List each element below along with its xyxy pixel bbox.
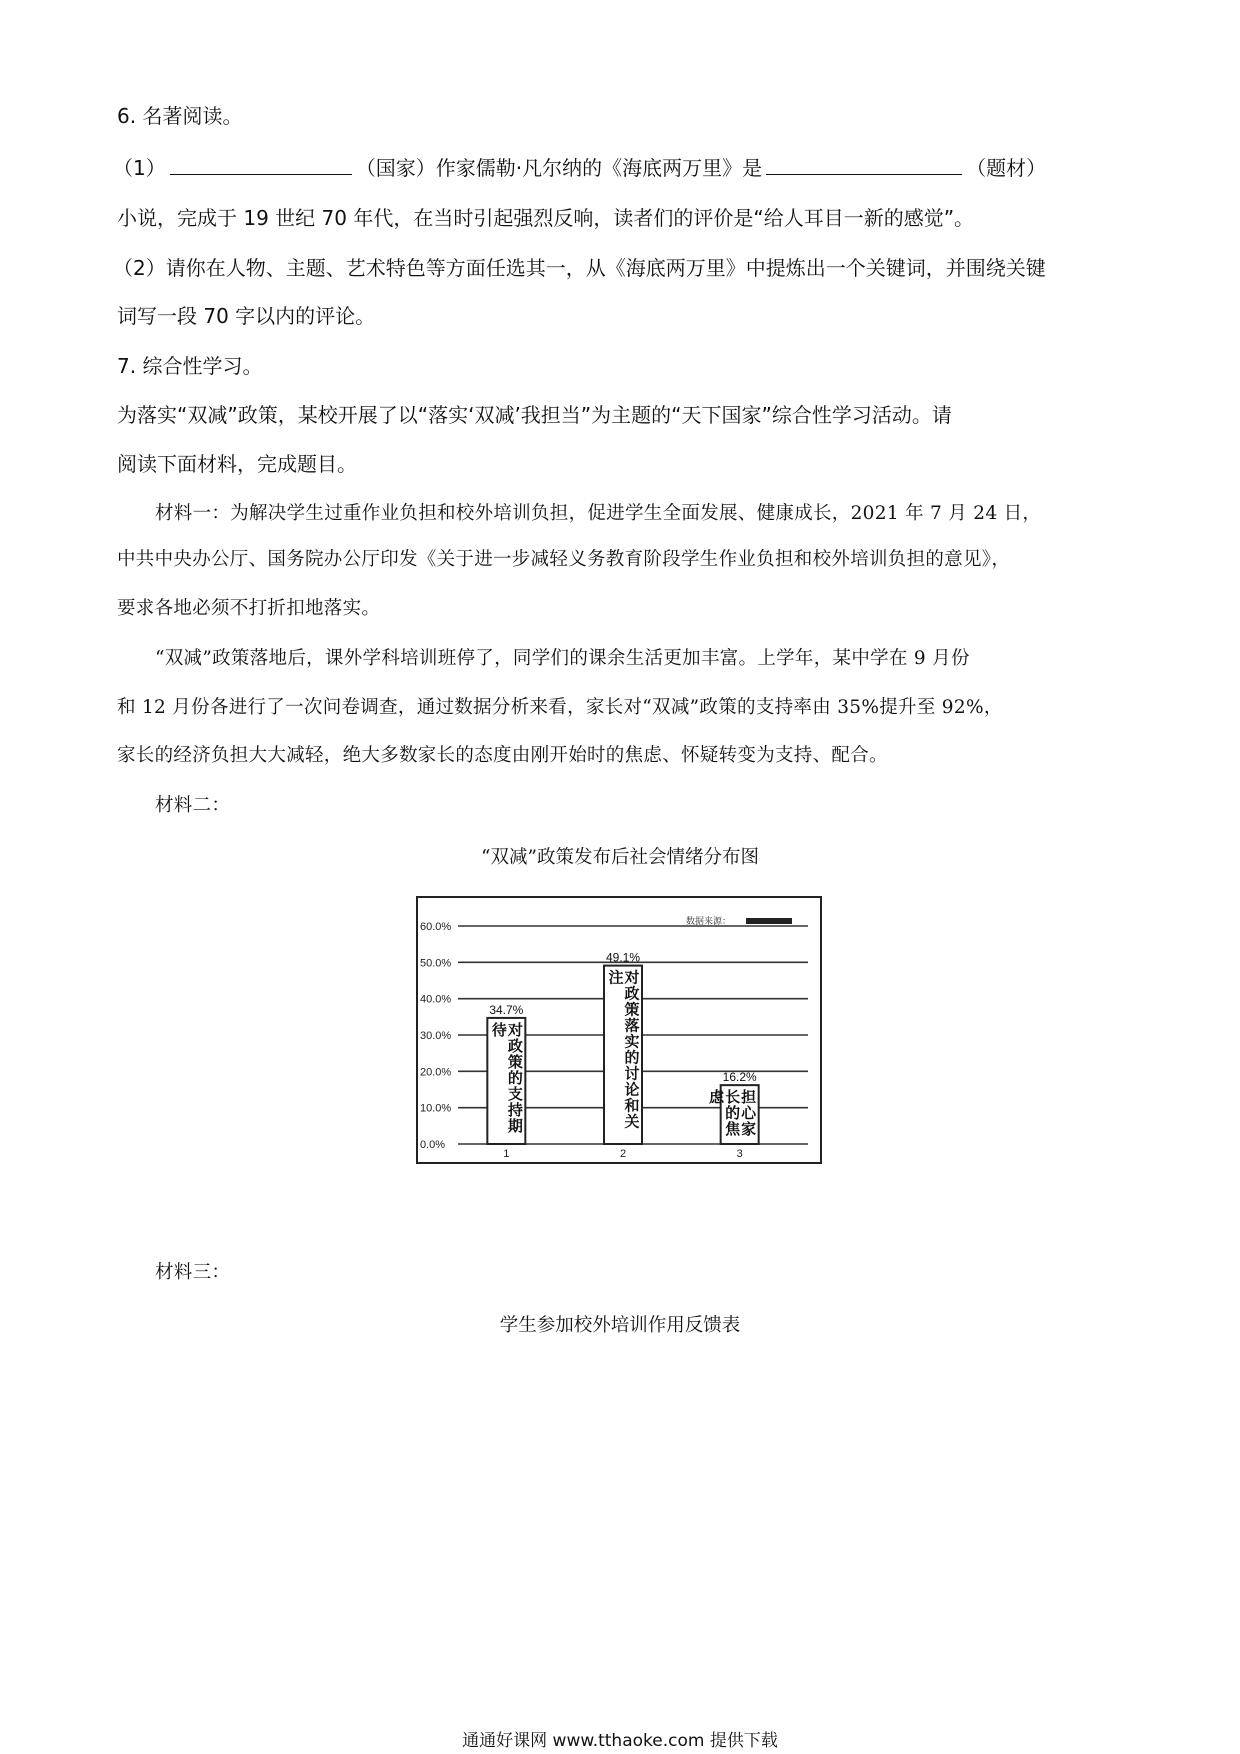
q7-intro-line1: 为落实“双减”政策，某校开展了以“落实‘双减’我担当”为主题的“天下国家”综合性学习活动。请 bbox=[117, 403, 952, 427]
y-tick-label: 0.0% bbox=[420, 1139, 446, 1151]
chart-svg bbox=[416, 896, 822, 1164]
bar-inner-label-char: 待 bbox=[491, 1020, 507, 1039]
bar-inner-label-char: 对 bbox=[624, 968, 640, 987]
bar-value-label: 49.1% bbox=[605, 950, 641, 965]
material1b-line2: 和 12 月份各进行了一次问卷调查，通过数据分析来看，家长对“双减”政策的支持率由 35%提升至 92%， bbox=[117, 697, 1003, 718]
x-tick-label: 2 bbox=[619, 1148, 627, 1160]
genre-answer-blank[interactable] bbox=[766, 154, 962, 175]
q6-heading: 6. 名著阅读。 bbox=[117, 104, 243, 128]
bar-inner-label-char: 关 bbox=[624, 1112, 640, 1131]
bar-inner-label-char: 政 bbox=[624, 984, 640, 1003]
y-tick-label: 10.0% bbox=[420, 1102, 452, 1115]
y-tick-label: 20.0% bbox=[420, 1066, 452, 1079]
legend-swatch bbox=[746, 918, 792, 924]
bar-inner-label-char: 策 bbox=[507, 1052, 523, 1071]
bar-inner-label-char: 家 bbox=[741, 1120, 757, 1139]
bar-inner-label-char: 策 bbox=[624, 1000, 640, 1019]
q7-heading: 7. 综合性学习。 bbox=[117, 354, 263, 378]
y-tick-label: 40.0% bbox=[420, 993, 452, 1006]
bar-inner-label-char: 长 bbox=[725, 1088, 741, 1107]
material1-line1: 材料一：为解决学生过重作业负担和校外培训负担，促进学生全面发展、健康成长，2021 年 7 月 24 日， bbox=[155, 503, 1042, 524]
x-tick-label: 3 bbox=[736, 1148, 743, 1160]
q6-part1-text-a: （国家）作家儒勒·凡尔纳的《海底两万里》是 bbox=[355, 156, 763, 180]
bar-inner-label-char: 论 bbox=[624, 1080, 640, 1099]
material1b-line1: “双减”政策落地后，课外学科培训班停了，同学们的课余生活更加丰富。上学年，某中学在 9 月份 bbox=[155, 648, 970, 669]
footer-credit: 通通好课网 www.tthaoke.com 提供下载 bbox=[462, 1731, 778, 1751]
y-tick-label: 30.0% bbox=[420, 1030, 452, 1042]
table-caption: 学生参加校外培训作用反馈表 bbox=[499, 1315, 741, 1336]
q6-part1-text-b: （题材） bbox=[966, 156, 1047, 180]
material2-label: 材料二： bbox=[155, 795, 231, 816]
bar-inner-label-char: 焦 bbox=[725, 1120, 741, 1139]
chart-caption: “双减”政策发布后社会情绪分布图 bbox=[481, 847, 759, 868]
bar-inner-label-char: 持 bbox=[507, 1100, 523, 1119]
material1b-line3: 家长的经济负担大大减轻，绝大多数家长的态度由刚开始时的焦虑、怀疑转变为支持、配合。 bbox=[117, 745, 888, 766]
q6-part1-line2: 小说，完成于 19 世纪 70 年代，在当时引起强烈反响，读者们的评价是“给人耳目一新的感觉”。 bbox=[117, 206, 975, 230]
bar-inner-label-char: 的 bbox=[725, 1104, 741, 1123]
q6-part2-line2: 词写一段 70 字以内的评论。 bbox=[117, 304, 376, 328]
emotion-distribution-chart bbox=[416, 896, 822, 1164]
y-tick-label: 50.0% bbox=[420, 957, 452, 970]
q6-part1-line1 bbox=[113, 154, 1046, 181]
bar-inner-label-char: 心 bbox=[741, 1104, 757, 1123]
bar-inner-label-char: 的 bbox=[507, 1068, 523, 1087]
bar-inner-label-char: 注 bbox=[608, 968, 624, 987]
bar-inner-label-char: 担 bbox=[741, 1088, 757, 1107]
material1-line2: 中共中央办公厅、国务院办公厅印发《关于进一步减轻义务教育阶段学生作业负担和校外培训负担的意见》， bbox=[117, 549, 1011, 570]
x-tick-label: 1 bbox=[503, 1148, 510, 1160]
bar-value-label: 34.7% bbox=[489, 1002, 524, 1017]
bar-inner-label-char: 支 bbox=[507, 1084, 523, 1103]
bar-inner-label-char: 的 bbox=[624, 1048, 640, 1067]
bar-inner-label-char: 虑 bbox=[709, 1088, 725, 1107]
bar-inner-label-char: 讨 bbox=[624, 1064, 640, 1083]
q7-intro-line2: 阅读下面材料，完成题目。 bbox=[117, 452, 357, 476]
bar-inner-label-char: 对 bbox=[507, 1020, 523, 1039]
q6-part2-line1: （2）请你在人物、主题、艺术特色等方面任选其一，从《海底两万里》中提炼出一个关键词，并围绕关键 bbox=[113, 256, 1046, 280]
material3-label: 材料三： bbox=[155, 1262, 231, 1283]
bar-inner-label-char: 期 bbox=[507, 1116, 523, 1135]
legend-text: 数据来源： bbox=[686, 916, 732, 926]
q6-part1-label: （1） bbox=[113, 156, 166, 180]
material1-line3: 要求各地必须不打折扣地落实。 bbox=[117, 598, 381, 619]
bar-inner-label-char: 实 bbox=[624, 1032, 640, 1051]
country-answer-blank[interactable] bbox=[170, 154, 352, 175]
bar-inner-label-char: 落 bbox=[624, 1016, 640, 1035]
bar-inner-label-char: 政 bbox=[507, 1036, 523, 1055]
bar-inner-label-char: 和 bbox=[624, 1096, 640, 1115]
y-tick-label: 60.0% bbox=[420, 921, 452, 933]
bar-value-label: 16.2% bbox=[722, 1070, 757, 1085]
